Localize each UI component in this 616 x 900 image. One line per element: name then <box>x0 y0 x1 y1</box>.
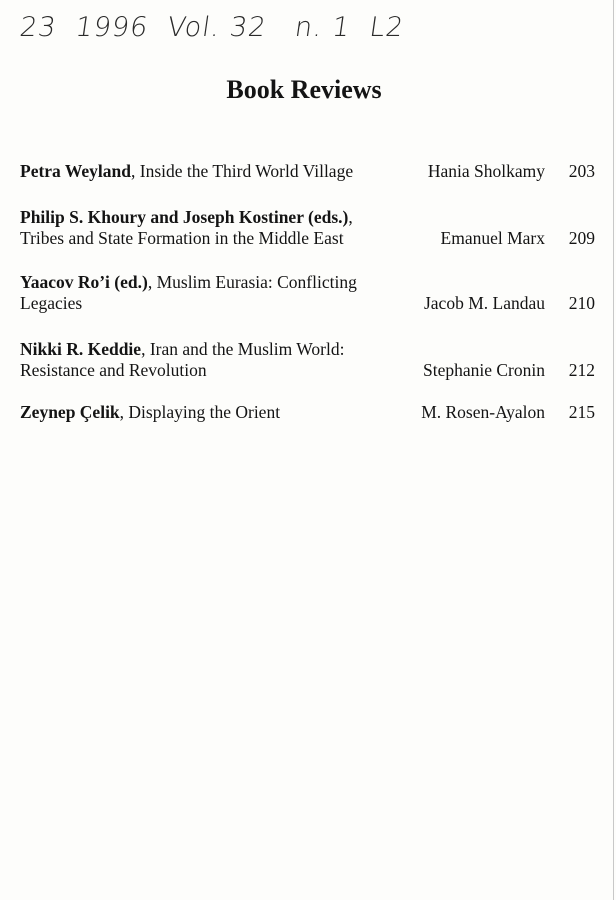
review-author: Philip S. Khoury and Joseph Kostiner (eds.) <box>20 207 349 227</box>
review-book-title: , Inside the Third World Village <box>131 161 354 181</box>
page-number: 215 <box>568 402 595 422</box>
reviewer-name: Hania Sholkamy <box>427 161 545 181</box>
review-book-title-cont: Legacies <box>20 293 83 313</box>
review-entry <box>20 207 595 249</box>
page-title: Book Reviews <box>226 75 382 104</box>
review-author: Petra Weyland <box>20 161 131 181</box>
review-author: Zeynep Çelik <box>20 402 120 422</box>
review-book-title-cont: Tribes and State Formation in the Middle East <box>20 228 344 248</box>
review-book-title: , Displaying the Orient <box>119 402 281 422</box>
reviewer-name: Jacob M. Landau <box>423 293 545 313</box>
review-author: Nikki R. Keddie <box>20 339 142 359</box>
review-entry <box>20 161 595 182</box>
reviewer-name: M. Rosen-Ayalon <box>421 402 545 422</box>
review-book-title: , <box>348 207 353 227</box>
review-book-title: , Muslim Eurasia: Conflicting <box>147 272 357 292</box>
reviewer-name: Stephanie Cronin <box>423 360 545 380</box>
review-book-title-cont: Resistance and Revolution <box>20 360 207 380</box>
page-number: 203 <box>568 161 595 181</box>
page-number: 212 <box>568 360 595 380</box>
page-number: 210 <box>568 293 595 313</box>
review-author: Yaacov Ro’i (ed.) <box>20 272 148 292</box>
review-entry <box>20 339 595 381</box>
reviewer-name: Emanuel Marx <box>440 228 545 248</box>
page-number: 209 <box>568 228 595 248</box>
scan-edge-line <box>613 0 614 900</box>
handwritten-annotation: 23 1996 Vol. 32 n. 1 L2 <box>17 12 407 43</box>
review-entry <box>20 272 595 314</box>
review-entry <box>20 402 595 423</box>
review-book-title: , Iran and the Muslim World: <box>141 339 345 359</box>
